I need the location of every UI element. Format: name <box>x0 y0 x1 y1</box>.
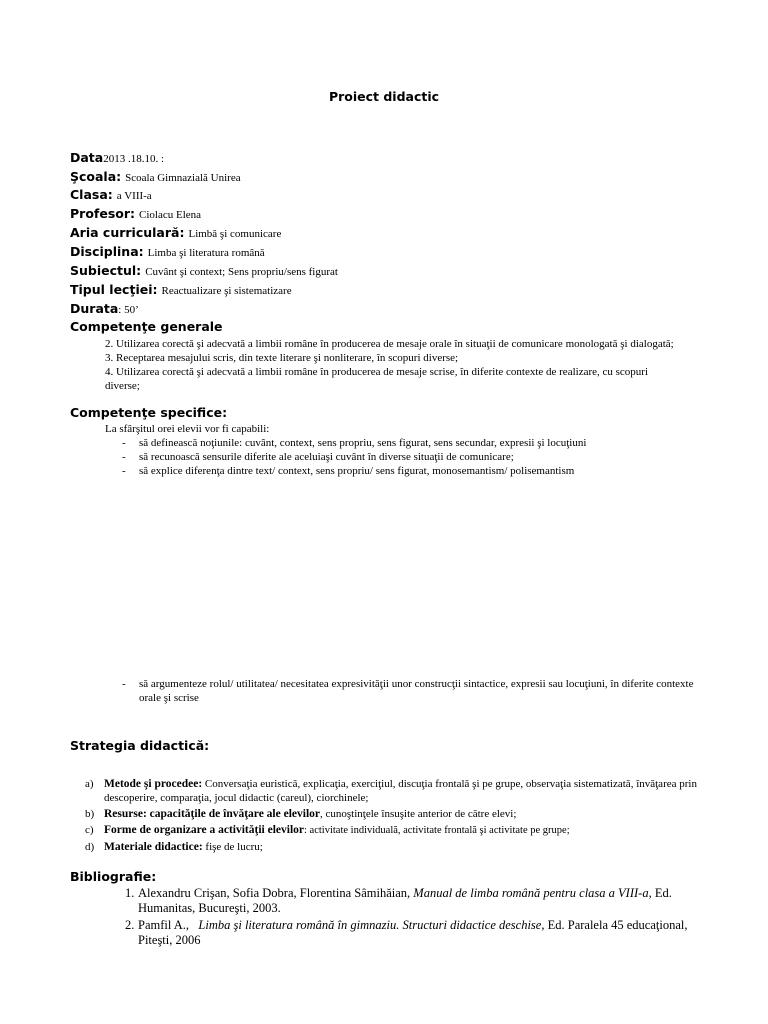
field-subiectul <box>70 262 338 281</box>
field-label: Şcoala: <box>70 169 122 184</box>
list-item-text: să recunoască sensurile diferite ale aceluiaşi cuvânt în diverse situaţii de comunicare; <box>139 451 514 463</box>
field-label: Profesor: <box>70 206 136 221</box>
field-value: Limba şi literatura română <box>147 247 265 259</box>
list-item-text: să definească noţiunile: cuvânt, context, sens propriu, sens figurat, sens secundar, expresii şi locuţiuni <box>139 437 587 449</box>
field-clasa <box>70 186 152 205</box>
item-marker: b) <box>85 808 95 820</box>
bib-title: Manual de limba română pentru clasa a VIII-a, <box>413 886 652 900</box>
field-tipul-lectiei <box>70 281 292 300</box>
item-marker: 1. <box>125 886 135 900</box>
item-marker: c) <box>85 824 94 836</box>
field-value: Reactualizare şi sistematizare <box>161 285 292 297</box>
list-item-text: să argumenteze rolul/ utilitatea/ necesitatea expresivităţii unor construcţii sintactice, expresii sau locuţiuni, în diferite contexte orale şi scrise <box>139 678 694 704</box>
item-text: Conversaţia euristică, explicaţia, exerciţiul, discuţia frontală şi pe grupe, observaţia sistematizată, învăţarea prin descoperire, comparaţia, jocul didactic (careul), ciorchinele; <box>104 778 697 804</box>
item-label: Materiale didactice: <box>104 841 203 853</box>
bibliografie-list <box>125 886 700 950</box>
field-label: Tipul lecţiei: <box>70 282 158 297</box>
field-value: Cuvânt şi context; Sens propriu/sens figurat <box>145 266 338 278</box>
document-title: Proiect didactic <box>328 89 440 104</box>
list-item: 2. Utilizarea corectă şi adecvată a limbii române în producerea de mesaje orale în situaţii de comunicare monologată şi dialogată; <box>105 338 674 350</box>
field-label: Data <box>70 150 104 165</box>
competente-specifice-list <box>105 422 705 478</box>
list-item <box>105 436 705 450</box>
bib-title: Limba şi literatura română în gimnaziu. Structuri didactice deschise <box>198 918 542 932</box>
bullet-marker: - <box>122 465 126 477</box>
list-item <box>105 450 705 464</box>
field-value: : 50’ <box>118 304 139 316</box>
field-value: Scoala Gimnazială Unirea <box>125 172 241 184</box>
bullet-marker: - <box>122 678 126 690</box>
field-label: Clasa: <box>70 187 113 202</box>
item-marker: d) <box>85 841 95 853</box>
field-label: Aria curriculară: <box>70 225 185 240</box>
item-body <box>104 777 705 805</box>
item-text: , cunoştinţele însuşite anterior de către elevi; <box>320 808 517 820</box>
field-disciplina <box>70 243 265 262</box>
competente-generale-list <box>105 337 685 393</box>
field-label: Durata <box>70 301 119 316</box>
bibliografie-heading: Bibliografie: <box>70 869 157 884</box>
field-aria-curriculara <box>70 224 281 243</box>
competente-specifice-list-continued <box>105 677 705 705</box>
item-text: fişe de lucru; <box>202 841 263 853</box>
competente-specifice-heading: Competenţe specifice: <box>70 405 228 420</box>
bibliography-item <box>125 886 700 916</box>
strategy-item-resources <box>85 807 705 821</box>
list-item <box>105 677 705 705</box>
list-item <box>105 464 705 478</box>
item-marker: 2. <box>125 918 135 932</box>
strategy-item-methods <box>85 777 705 805</box>
item-text: : activitate individuală, activitate frontală şi activitate pe grupe; <box>304 825 570 836</box>
field-durata <box>70 300 139 319</box>
field-value: Ciolacu Elena <box>139 209 202 221</box>
item-label: Forme de organizare a activităţii elevilor <box>104 824 305 836</box>
list-item-text: să explice diferenţa dintre text/ context, sens propriu/ sens figurat, monosemantism/ polisemantism <box>139 465 575 477</box>
item-body <box>104 823 705 838</box>
field-label: Subiectul: <box>70 263 142 278</box>
list-item: 4. Utilizarea corectă şi adecvată a limbii române în producerea de mesaje scrise, în diferite contexte de realizare, cu scopuri diverse; <box>105 366 649 392</box>
item-body <box>138 886 700 916</box>
bullet-marker: - <box>122 451 126 463</box>
competente-specifice-intro: La sfârşitul orei elevii vor fi capabili: <box>105 423 270 435</box>
item-body <box>104 807 705 821</box>
field-data <box>70 149 164 168</box>
bib-authors: Pamfil A., <box>138 918 199 932</box>
field-value: a VIII-a <box>116 190 152 202</box>
bibliography-item <box>125 918 700 948</box>
field-scoala <box>70 168 241 187</box>
strategia-heading: Strategia didactică: <box>70 738 210 753</box>
field-value: 2013 .18.10. : <box>103 153 165 165</box>
item-label: Resurse: capacităţile de învăţare ale elevilor <box>104 808 320 820</box>
field-value: Limbă şi comunicare <box>188 228 282 240</box>
strategy-item-materials <box>85 840 705 854</box>
item-marker: a) <box>85 778 94 790</box>
bib-publisher: , Ed. Paralela 45 educaţional, Piteşti, 2006 <box>138 918 688 947</box>
bullet-marker: - <box>122 437 126 449</box>
item-body <box>104 840 705 854</box>
list-item: 3. Receptarea mesajului scris, din texte literare şi nonliterare, în scopuri diverse; <box>105 352 459 364</box>
item-label: Metode şi procedee: <box>104 778 203 790</box>
field-label: Disciplina: <box>70 244 144 259</box>
strategy-item-organization <box>85 823 705 838</box>
strategia-list <box>85 777 705 856</box>
item-body <box>138 918 700 948</box>
bib-authors: Alexandru Crişan, Sofia Dobra, Florentina Sâmihăian, <box>138 886 414 900</box>
competente-generale-heading: Competenţe generale <box>70 319 223 334</box>
field-profesor <box>70 205 201 224</box>
bib-publisher: Ed. Humanitas, Bucureşti, 2003. <box>138 886 672 915</box>
